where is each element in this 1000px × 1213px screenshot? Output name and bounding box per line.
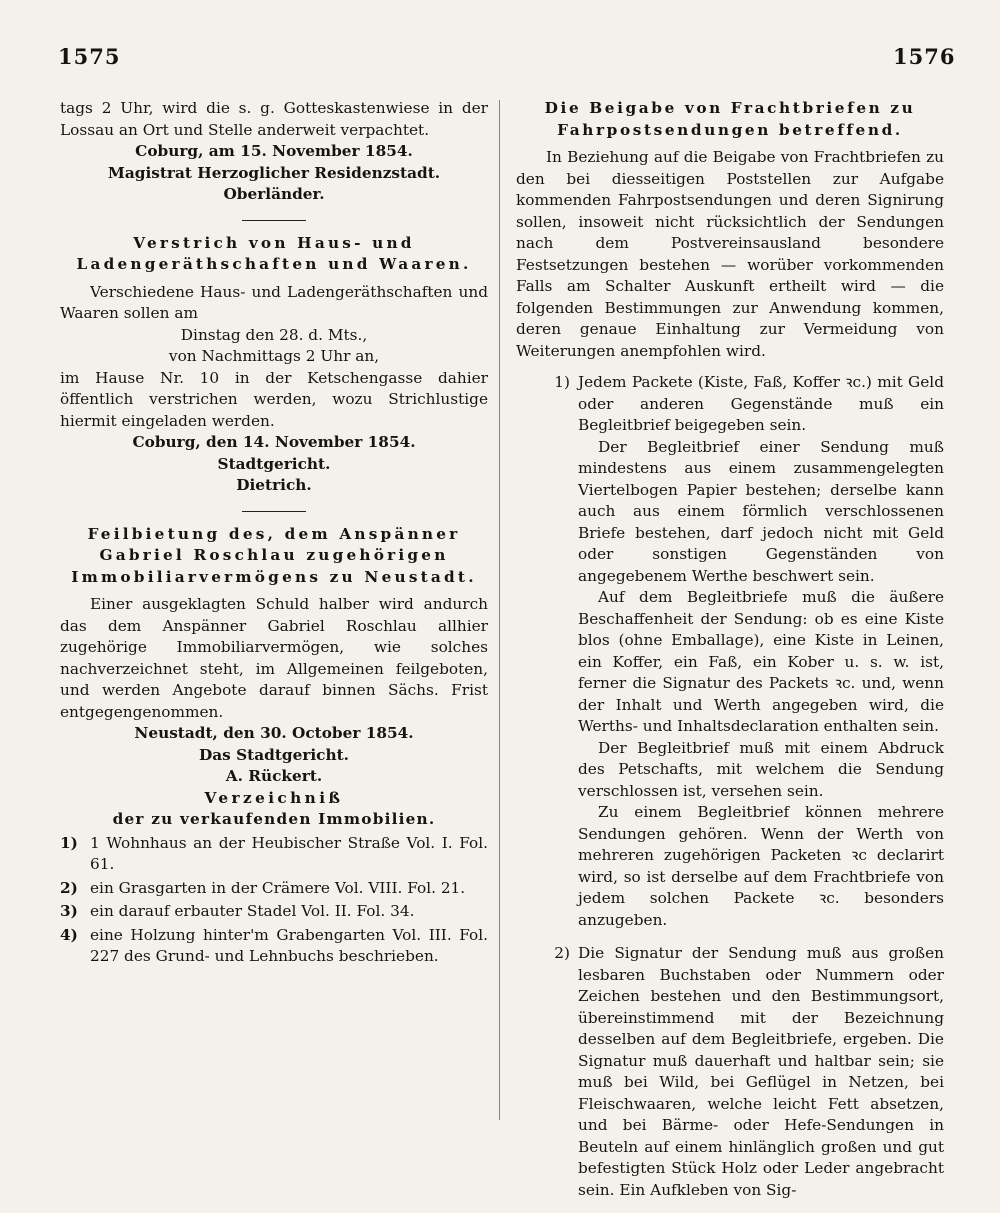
list-subtitle: der zu verkaufenden Immobilien. — [112, 810, 436, 828]
list-title: Verzeichniß — [204, 788, 344, 807]
property-list — [60, 833, 488, 968]
rule-body — [578, 943, 944, 1201]
notice-text: Verschiedene Haus- und Ladengeräthschaften und Waaren sollen am — [60, 282, 488, 322]
list-item-text: 1 Wohnhaus an der Heubischer Straße Vol. I. Fol. 61. — [90, 833, 488, 873]
list-item — [60, 925, 488, 968]
column-divider — [499, 100, 500, 1120]
notice-org: Stadtgericht. — [217, 454, 331, 473]
article-title: Die Beigabe von Frachtbriefen zu Fahrpostsendungen betreffend. — [544, 99, 916, 139]
intro-text: tags 2 Uhr, wird die s. g. Gotteskastenwiese in der Lossau an Ort und Stelle anderweit verpachtet. — [60, 99, 488, 139]
list-item-number: 2) — [60, 878, 78, 897]
rule-paragraph: Der Begleitbrief muß mit einem Abdruck des Petschafts, mit welchem die Sendung verschlossen ist, versehen sein. — [578, 738, 944, 800]
intro-signature: Oberländer. — [223, 185, 325, 203]
rule-paragraph: Jedem Packete (Kiste, Faß, Koffer ꝛc.) mit Geld oder anderen Gegenstände muß ein Begleitbrief beigegeben sein. — [578, 373, 944, 434]
page-number-left: 1575 — [58, 44, 121, 69]
notice-title-verstrich: Verstrich von Haus- und Ladengeräthschaften und Waaren. — [76, 233, 472, 273]
notice-org: Das Stadtgericht. — [198, 745, 350, 764]
list-item-text: ein darauf erbauter Stadel Vol. II. Fol. 34. — [90, 902, 415, 920]
notice-title-feilbietung: Feilbietung des, dem Anspänner Gabriel Roschlau zugehörigen Immobiliarvermögens zu Neustadt. — [71, 524, 477, 586]
separator-rule — [242, 511, 306, 512]
right-column — [516, 98, 944, 1201]
intro-org: Magistrat Herzoglicher Residenzstadt. — [107, 163, 441, 182]
rule-body — [578, 372, 944, 931]
list-item-number: 4) — [60, 925, 78, 944]
rule-paragraph: Zu einem Begleitbrief können mehrere Sendungen gehören. Wenn der Werth von mehreren zugehörigen Packeten ꝛc declarirt wird, so ist derselbe auf dem Frachtbriefe von jedem solchen Packete ꝛc. besonders anzugeben. — [578, 803, 944, 929]
notice-text-2: im Hause Nr. 10 in der Ketschengasse dahier öffentlich verstrichen werden, wozu Strichlustige hiermit eingeladen werden. — [60, 368, 488, 430]
rule-item — [516, 943, 944, 1201]
rule-paragraph: Der Begleitbrief einer Sendung muß mindestens aus einem zusammengelegten Viertelbogen Papier bestehen; derselbe kann auch aus einem förmlich verschlossenen Briefe bestehen, darf jedoch nicht mit Geld oder sonstigen Gegenständen von angegebenem Werthe beschwert sein. — [578, 437, 944, 585]
left-column — [60, 98, 488, 968]
rule-paragraph: Die Signatur der Sendung muß aus großen lesbaren Buchstaben oder Nummern oder Zeichen bestehen und den Bestimmungsort, übereinstimmend mit der Bezeichnung desselben auf dem Begleitbriefe, ergeben. Die Signatur muß dauerhaft und haltbar sein; sie muß bei Wild, bei Geflügel in Netzen, bei Fleischwaaren, welche leicht Fett absetzen, und bei Bärme- oder Hefe-Sendungen in Beuteln auf einem hinlänglich großen und gut befestigten Stück Holz oder Leder angebracht sein. Ein Aufkleben von Sig- — [578, 944, 944, 1199]
page-number-right: 1576 — [893, 44, 956, 69]
list-item-text: ein Grasgarten in der Crämere Vol. VIII. Fol. 21. — [90, 878, 466, 897]
notice-signature: A. Rückert. — [225, 767, 323, 785]
intro-date: Coburg, am 15. November 1854. — [135, 142, 413, 160]
notice-signature: Dietrich. — [236, 476, 312, 494]
notice-date: Coburg, den 14. November 1854. — [132, 433, 416, 451]
list-item-text: eine Holzung hinter'm Grabengarten Vol. III. Fol. 227 des Grund- und Lehnbuchs beschrieben. — [90, 925, 488, 965]
rule-item — [516, 372, 944, 931]
notice-time: von Nachmittags 2 Uhr an, — [168, 347, 380, 365]
list-item-number: 3) — [60, 902, 78, 920]
article-intro: In Beziehung auf die Beigabe von Frachtbriefen zu den bei diesseitigen Poststellen zur Aufgabe kommenden Fahrpostsendungen und deren Signirung sollen, insoweit nicht rücksichtlich der Sendungen nach dem Postvereinsausland besondere Festsetzungen bestehen — worüber vorkommenden Falls am Schalter Auskunft ertheilt wird — die folgenden Bestimmungen zur Anwendung kommen, deren genaue Einhaltung zur Vermeidung von Weiterungen anempfohlen wird. — [516, 148, 944, 360]
rule-number: 1) — [554, 373, 570, 391]
notice-text: Einer ausgeklagten Schuld halber wird andurch das dem Anspänner Gabriel Roschlau allhier zugehörige Immobiliarvermögen, wie solches nachverzeichnet steht, im Allgemeinen feilgeboten, und werden Angebote darauf binnen Sächs. Frist entgegengenommen. — [60, 595, 488, 721]
notice-day: Dinstag den 28. d. Mts., — [180, 325, 368, 344]
separator-rule — [242, 220, 306, 221]
notice-date: Neustadt, den 30. October 1854. — [134, 724, 414, 742]
list-item — [60, 901, 488, 923]
list-item-number: 1) — [60, 833, 78, 852]
rule-number: 2) — [554, 944, 570, 962]
list-item — [60, 833, 488, 876]
list-item — [60, 878, 488, 900]
rules-list — [516, 372, 944, 1201]
rule-paragraph: Auf dem Begleitbriefe muß die äußere Beschaffenheit der Sendung: ob es eine Kiste blos (ohne Emballage), eine Kiste in Leinen, ein Koffer, ein Faß, ein Kober u. s. w. ist, ferner die Signatur des Packets ꝛc. und, wenn der Inhalt und Werth angegeben wird, die Werths- und Inhaltsdeclaration enthalten sein. — [578, 588, 944, 735]
